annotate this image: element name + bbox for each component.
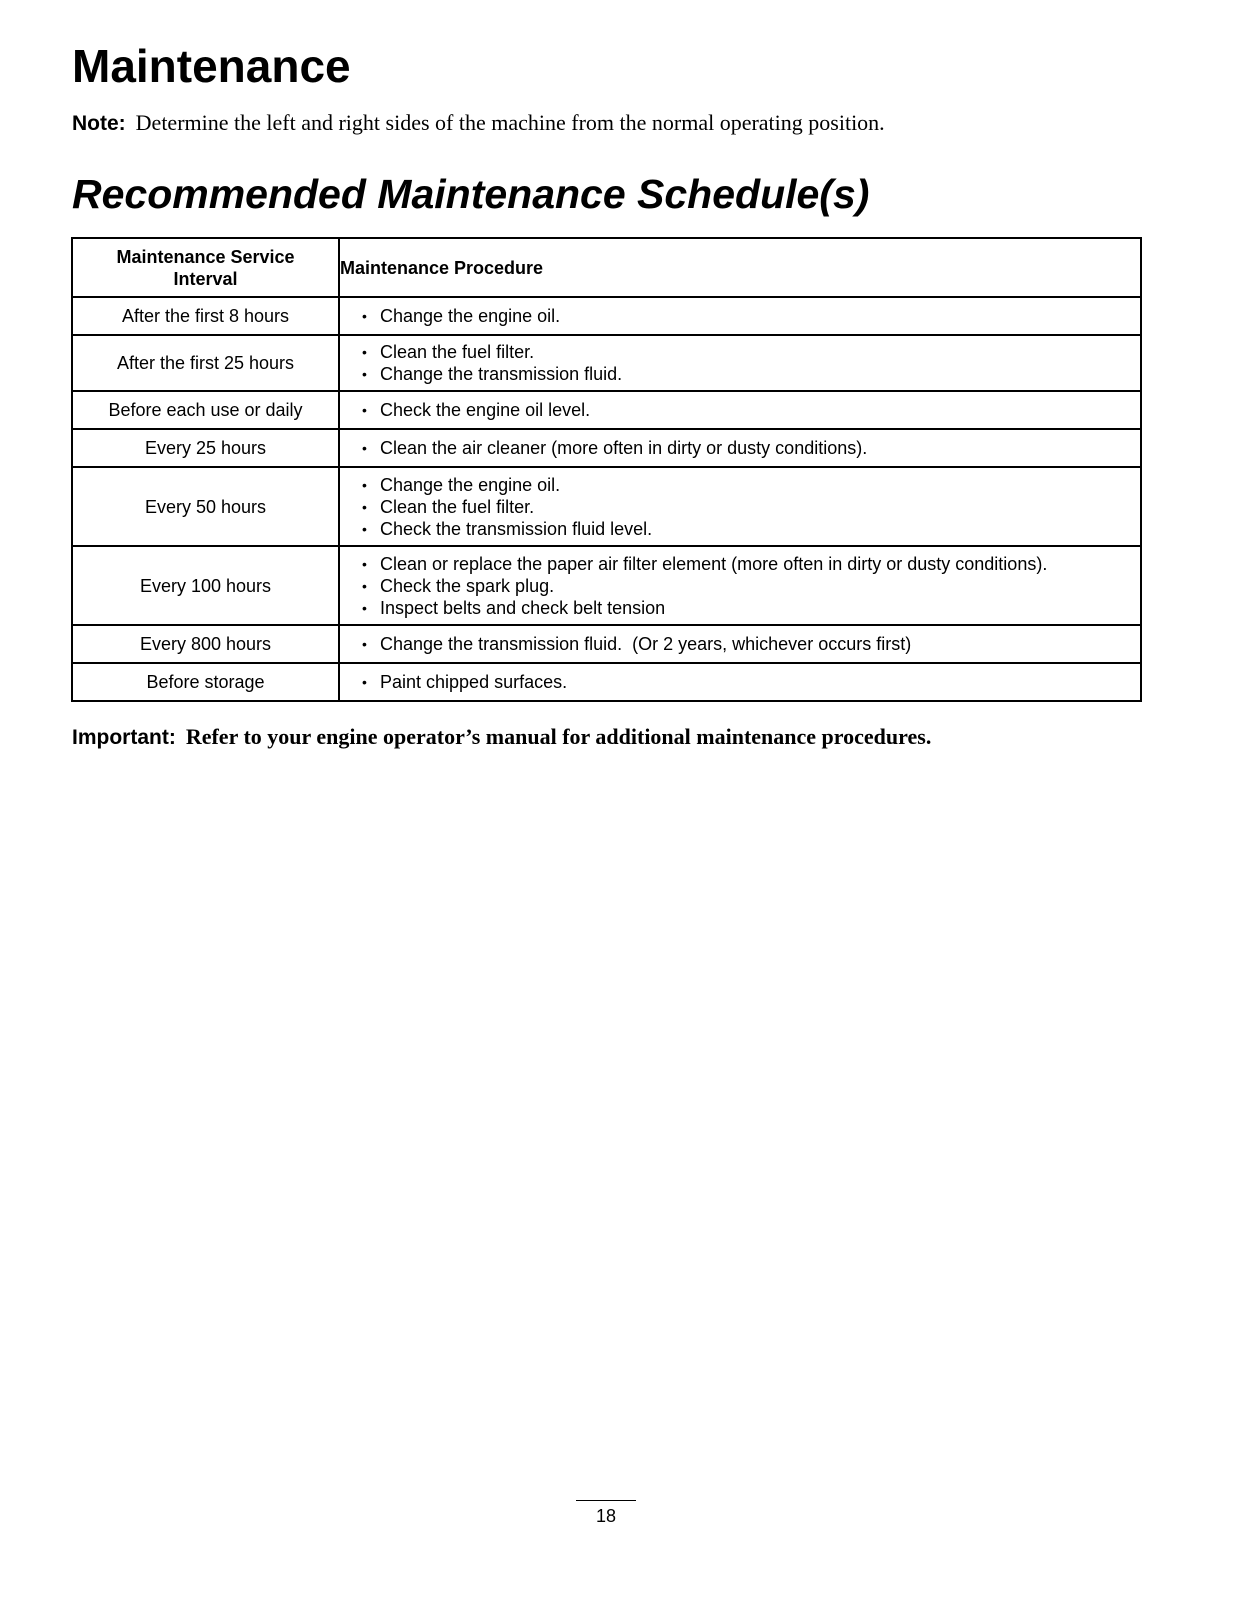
- procedure-list: [340, 671, 1140, 693]
- procedure-list: [340, 474, 1140, 540]
- table-row: [72, 335, 1141, 391]
- important-label: Important:: [72, 726, 176, 749]
- procedure-item: • Clean the fuel filter.: [362, 341, 1130, 363]
- procedure-item: • Check the transmission fluid level.: [362, 518, 1130, 540]
- page-title: Maintenance: [72, 40, 351, 92]
- procedure-item: • Clean the fuel filter.: [362, 496, 1130, 518]
- interval-cell: Every 100 hours: [72, 546, 339, 625]
- interval-cell: After the first 8 hours: [72, 297, 339, 335]
- interval-cell: Every 25 hours: [72, 429, 339, 467]
- page-number: 18: [595, 1506, 617, 1526]
- procedure-list: [340, 437, 1140, 459]
- procedure-item: • Check the engine oil level.: [362, 399, 1130, 421]
- procedure-list: [340, 633, 1140, 655]
- footer-divider: [576, 1500, 636, 1501]
- procedure-item: • Inspect belts and check belt tension: [362, 597, 1130, 619]
- table-row: [72, 429, 1141, 467]
- procedure-item: • Paint chipped surfaces.: [362, 671, 1130, 693]
- table-row: [72, 546, 1141, 625]
- procedure-list: [340, 341, 1140, 385]
- interval-cell: Before storage: [72, 663, 339, 701]
- header-procedure: Maintenance Procedure: [339, 238, 1141, 297]
- table-row: [72, 467, 1141, 546]
- procedure-item: • Change the engine oil.: [362, 305, 1130, 327]
- interval-cell: Every 50 hours: [72, 467, 339, 546]
- header-interval-label: Maintenance Service Interval: [116, 246, 295, 289]
- table-row: [72, 297, 1141, 335]
- procedure-cell: [339, 625, 1141, 663]
- procedure-item: • Change the transmission fluid. (Or 2 years, whichever occurs first): [362, 633, 1130, 655]
- procedure-cell: [339, 335, 1141, 391]
- section-title: Recommended Maintenance Schedule(s): [72, 171, 870, 217]
- procedure-cell: [339, 429, 1141, 467]
- procedure-cell: [339, 391, 1141, 429]
- procedure-item: • Clean or replace the paper air filter element (more often in dirty or dusty conditions).: [362, 553, 1130, 575]
- note-label: Note:: [72, 112, 126, 135]
- interval-cell: Every 800 hours: [72, 625, 339, 663]
- important-notice: [72, 722, 931, 753]
- procedure-item: • Change the transmission fluid.: [362, 363, 1130, 385]
- procedure-item: • Clean the air cleaner (more often in dirty or dusty conditions).: [362, 437, 1130, 459]
- important-text: Refer to your engine operator’s manual for additional maintenance procedures.: [185, 724, 932, 749]
- table-row: [72, 391, 1141, 429]
- procedure-cell: [339, 546, 1141, 625]
- note: [72, 108, 885, 139]
- table-row: [72, 625, 1141, 663]
- table-row: [72, 663, 1141, 701]
- procedure-cell: [339, 297, 1141, 335]
- procedure-list: [340, 399, 1140, 421]
- procedure-item: • Change the engine oil.: [362, 474, 1130, 496]
- procedure-list: [340, 553, 1140, 619]
- interval-cell: After the first 25 hours: [72, 335, 339, 391]
- note-text: Determine the left and right sides of the machine from the normal operating position.: [135, 110, 885, 135]
- maintenance-schedule-table: [71, 237, 1142, 702]
- procedure-cell: [339, 663, 1141, 701]
- procedure-list: [340, 305, 1140, 327]
- header-interval: [72, 238, 339, 297]
- procedure-cell: [339, 467, 1141, 546]
- procedure-item: • Check the spark plug.: [362, 575, 1130, 597]
- table-header-row: [72, 238, 1141, 297]
- interval-cell: Before each use or daily: [72, 391, 339, 429]
